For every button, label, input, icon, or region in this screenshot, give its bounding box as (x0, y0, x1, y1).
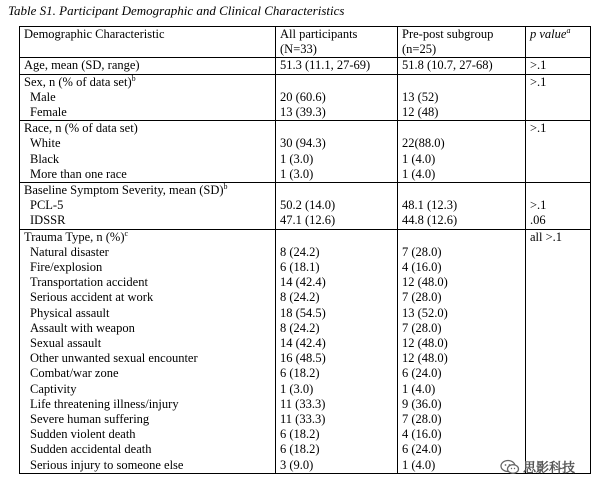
table-row (20, 275, 591, 290)
row-label: White (20, 136, 276, 151)
cell-p-value (526, 275, 591, 290)
row-label: Male (20, 90, 276, 105)
table-row (20, 412, 591, 427)
row-label: Serious accident at work (20, 290, 276, 305)
table-row (20, 321, 591, 336)
table-row (20, 351, 591, 366)
table-row (20, 198, 591, 213)
cell-all-participants (276, 183, 398, 199)
cell-all-participants: 16 (48.5) (276, 351, 398, 366)
cell-p-value (526, 90, 591, 105)
cell-p-value (526, 105, 591, 121)
table-row (20, 245, 591, 260)
cell-pre-post-subgroup: 22(88.0) (398, 136, 526, 151)
cell-p-value: >.1 (526, 121, 591, 137)
cell-p-value (526, 152, 591, 167)
cell-p-value (526, 397, 591, 412)
table-row (20, 105, 591, 121)
cell-pre-post-subgroup (398, 121, 526, 137)
cell-pre-post-subgroup: 48.1 (12.3) (398, 198, 526, 213)
demographics-table (19, 26, 591, 474)
watermark (500, 457, 575, 476)
cell-pre-post-subgroup: 51.8 (10.7, 27-68) (398, 58, 526, 74)
cell-all-participants: 8 (24.2) (276, 290, 398, 305)
wechat-icon (500, 459, 520, 475)
cell-p-value (526, 427, 591, 442)
table-row (20, 183, 591, 199)
row-label: Sudden violent death (20, 427, 276, 442)
cell-all-participants: 6 (18.2) (276, 366, 398, 381)
cell-p-value (526, 183, 591, 199)
cell-pre-post-subgroup: 4 (16.0) (398, 260, 526, 275)
cell-p-value (526, 245, 591, 260)
cell-pre-post-subgroup (398, 74, 526, 90)
row-label: Life threatening illness/injury (20, 397, 276, 412)
cell-p-value (526, 167, 591, 183)
table-row (20, 260, 591, 275)
cell-all-participants (276, 229, 398, 245)
table-body (20, 58, 591, 473)
table-row (20, 336, 591, 351)
row-label: Physical assault (20, 306, 276, 321)
cell-all-participants: 8 (24.2) (276, 245, 398, 260)
cell-all-participants: 51.3 (11.1, 27-69) (276, 58, 398, 74)
cell-pre-post-subgroup: 7 (28.0) (398, 290, 526, 305)
cell-pre-post-subgroup: 6 (24.0) (398, 366, 526, 381)
cell-p-value: >.1 (526, 198, 591, 213)
table-row (20, 382, 591, 397)
table-row (20, 427, 591, 442)
cell-all-participants: 20 (60.6) (276, 90, 398, 105)
cell-pre-post-subgroup: 4 (16.0) (398, 427, 526, 442)
cell-p-value (526, 382, 591, 397)
cell-all-participants: 6 (18.2) (276, 427, 398, 442)
cell-p-value (526, 412, 591, 427)
cell-p-value (526, 306, 591, 321)
row-label: Age, mean (SD, range) (20, 58, 276, 74)
cell-pre-post-subgroup: 12 (48.0) (398, 336, 526, 351)
row-label: Black (20, 152, 276, 167)
cell-all-participants: 1 (3.0) (276, 167, 398, 183)
cell-p-value: .06 (526, 213, 591, 229)
table-row (20, 229, 591, 245)
cell-all-participants: 8 (24.2) (276, 321, 398, 336)
cell-all-participants (276, 74, 398, 90)
cell-p-value: >.1 (526, 58, 591, 74)
row-label: More than one race (20, 167, 276, 183)
cell-pre-post-subgroup: 1 (4.0) (398, 458, 526, 474)
table-row (20, 90, 591, 105)
cell-pre-post-subgroup: 7 (28.0) (398, 245, 526, 260)
row-label: Baseline Symptom Severity, mean (SD)$^b$ (20, 183, 276, 199)
cell-pre-post-subgroup: 7 (28.0) (398, 412, 526, 427)
row-label: Severe human suffering (20, 412, 276, 427)
cell-pre-post-subgroup: 1 (4.0) (398, 152, 526, 167)
row-label: Sexual assault (20, 336, 276, 351)
table-caption: Table S1. Participant Demographic and Clinical Characteristics (8, 3, 345, 18)
cell-pre-post-subgroup: 6 (24.0) (398, 442, 526, 457)
row-label: Transportation accident (20, 275, 276, 290)
cell-all-participants: 30 (94.3) (276, 136, 398, 151)
row-label: IDSSR (20, 213, 276, 229)
header-p-value: p value$^a$ (526, 27, 591, 58)
table-row (20, 74, 591, 90)
cell-p-value: >.1 (526, 74, 591, 90)
cell-pre-post-subgroup: 1 (4.0) (398, 382, 526, 397)
header-characteristic: Demographic Characteristic (20, 27, 276, 58)
cell-pre-post-subgroup: 9 (36.0) (398, 397, 526, 412)
table-row (20, 442, 591, 457)
row-label: Trauma Type, n (%)$^c$ (20, 229, 276, 245)
table-row (20, 121, 591, 137)
cell-all-participants: 6 (18.2) (276, 442, 398, 457)
cell-pre-post-subgroup: 44.8 (12.6) (398, 213, 526, 229)
cell-all-participants: 13 (39.3) (276, 105, 398, 121)
row-label: Other unwanted sexual encounter (20, 351, 276, 366)
cell-pre-post-subgroup: 7 (28.0) (398, 321, 526, 336)
cell-all-participants (276, 121, 398, 137)
cell-pre-post-subgroup (398, 183, 526, 199)
row-label: Sudden accidental death (20, 442, 276, 457)
cell-p-value (526, 351, 591, 366)
watermark-text: 思影科技 (523, 461, 576, 476)
cell-all-participants: 50.2 (14.0) (276, 198, 398, 213)
cell-pre-post-subgroup: 13 (52.0) (398, 306, 526, 321)
row-label: Assault with weapon (20, 321, 276, 336)
table-row (20, 152, 591, 167)
cell-p-value (526, 336, 591, 351)
cell-p-value (526, 442, 591, 457)
cell-p-value (526, 260, 591, 275)
table-row (20, 290, 591, 305)
row-label: Combat/war zone (20, 366, 276, 381)
row-label: Fire/explosion (20, 260, 276, 275)
cell-p-value (526, 321, 591, 336)
cell-pre-post-subgroup: 12 (48) (398, 105, 526, 121)
row-label: Female (20, 105, 276, 121)
table-row (20, 167, 591, 183)
cell-p-value (526, 290, 591, 305)
row-label: Sex, n (% of data set)$^b$ (20, 74, 276, 90)
cell-p-value (526, 136, 591, 151)
row-label: PCL-5 (20, 198, 276, 213)
cell-all-participants: 1 (3.0) (276, 382, 398, 397)
table-row (20, 213, 591, 229)
cell-all-participants: 6 (18.1) (276, 260, 398, 275)
table-row (20, 58, 591, 74)
table-row (20, 136, 591, 151)
cell-all-participants: 18 (54.5) (276, 306, 398, 321)
cell-all-participants: 11 (33.3) (276, 397, 398, 412)
cell-pre-post-subgroup: 1 (4.0) (398, 167, 526, 183)
header-all-participants: All participants (N=33) (276, 27, 398, 58)
cell-all-participants: 1 (3.0) (276, 152, 398, 167)
cell-pre-post-subgroup: 12 (48.0) (398, 275, 526, 290)
table-header-row (20, 27, 591, 58)
cell-p-value (526, 366, 591, 381)
cell-all-participants: 47.1 (12.6) (276, 213, 398, 229)
row-label: Captivity (20, 382, 276, 397)
cell-all-participants: 14 (42.4) (276, 336, 398, 351)
table-row (20, 397, 591, 412)
row-label: Serious injury to someone else (20, 458, 276, 474)
cell-pre-post-subgroup: 12 (48.0) (398, 351, 526, 366)
cell-all-participants: 11 (33.3) (276, 412, 398, 427)
cell-all-participants: 3 (9.0) (276, 458, 398, 474)
row-label: Natural disaster (20, 245, 276, 260)
cell-pre-post-subgroup (398, 229, 526, 245)
cell-all-participants: 14 (42.4) (276, 275, 398, 290)
table-row (20, 306, 591, 321)
cell-p-value: all >.1 (526, 229, 591, 245)
row-label: Race, n (% of data set) (20, 121, 276, 137)
header-pre-post-subgroup: Pre-post subgroup (n=25) (398, 27, 526, 58)
cell-pre-post-subgroup: 13 (52) (398, 90, 526, 105)
table-row (20, 366, 591, 381)
